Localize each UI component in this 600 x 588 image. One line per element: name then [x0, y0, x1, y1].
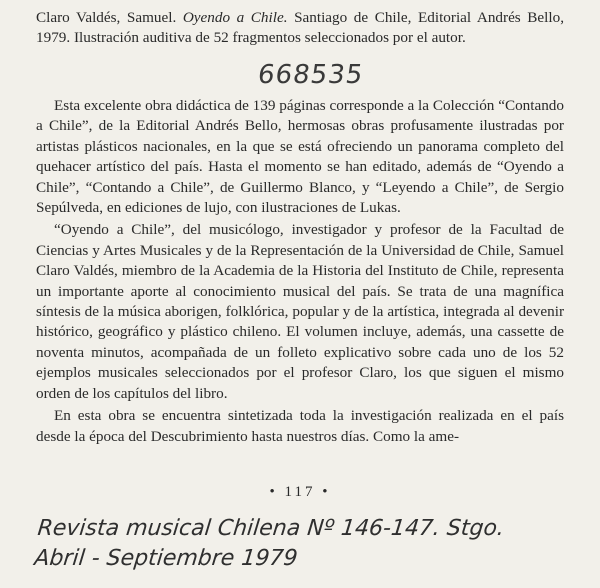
- handwritten-source-line-1: Revista musical Chilena Nº 146-147. Stgo.: [36, 516, 506, 541]
- handwritten-catalog-number: 668535: [255, 60, 366, 90]
- paragraph-1: Esta excelente obra didáctica de 139 páginas corresponde a la Colección “Contando a Chile”, de la Editorial Andrés Bello, hermosas obras profusamente ilustradas por artistas plásticos nacionales, en la que se está ofreciendo un panorama completo del quehacer artístico del país. Hasta el momento se han editado, además de “Oyendo a Chile”, “Contando a Chile”, de Guillermo Blanco, y “Leyendo a Chile”, de Sergio Sepúlveda, en ediciones de lujo, con ilustraciones de Lukas.: [36, 97, 564, 217]
- paragraph-2: “Oyendo a Chile”, del musicólogo, investigador y profesor de la Facultad de Ciencias y Artes Musicales y de la Representación de la Universidad de Chile, Samuel Claro Valdés, miembro de la Academia de la Historia del Instituto de Chile, representa un importante aporte al conocimiento musical del país. Se trata de una magnífica síntesis de la música aborigen, folklórica, popular y de la artística, integrada al devenir histórico, geográfico y plástico chileno. El volumen incluye, además, una cassette de noventa minutos, acompañada de un folleto explicativo sobre cada uno de los 52 ejemplos musicales seleccionados por el profesor Claro, los que siguen el mismo orden de los capítulos del libro.: [36, 221, 564, 402]
- page-number: • 117 •: [269, 484, 331, 500]
- citation-author: Claro Valdés, Samuel.: [36, 9, 177, 26]
- citation-title: Oyendo a Chile.: [182, 9, 288, 26]
- citation-details: Santiago de Chile, Editorial Andrés Bello, 1979. Ilustración auditiva de 52 fragmentos seleccionados por el autor.: [36, 9, 564, 46]
- handwritten-source-note: [33, 514, 579, 574]
- paragraph-3: En esta obra se encuentra sintetizada toda la investigación realizada en el país desde la época del Descubrimiento hasta nuestros días. Como la ame-: [36, 407, 564, 445]
- bibliographic-citation: [36, 8, 564, 48]
- review-body: [36, 96, 564, 449]
- handwritten-source-line-2: Abril - Septiembre 1979: [33, 546, 299, 571]
